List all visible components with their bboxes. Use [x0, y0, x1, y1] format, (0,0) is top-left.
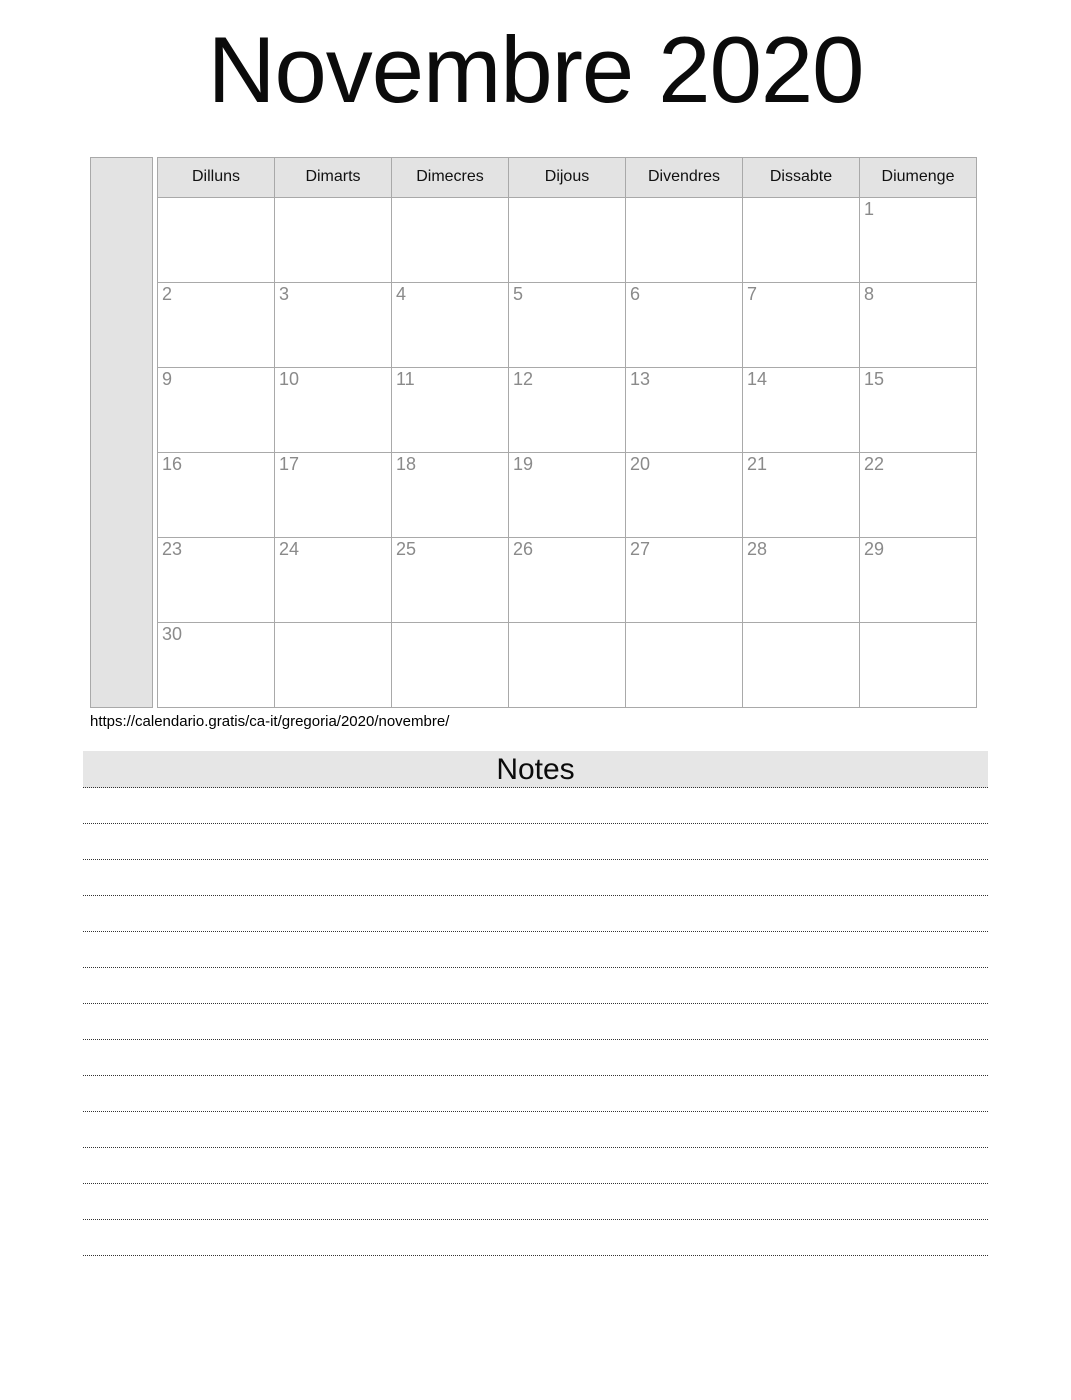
calendar-week-row: [158, 452, 977, 537]
weekday-header-diumenge: Diumenge: [860, 157, 977, 197]
notes-line: [83, 1148, 988, 1184]
day-cell: 24: [275, 537, 392, 622]
day-cell: 5: [509, 282, 626, 367]
day-cell: 8: [860, 282, 977, 367]
week-number-gutter: [90, 157, 153, 708]
day-cell: [158, 197, 275, 282]
day-cell: [860, 622, 977, 707]
day-cell: 29: [860, 537, 977, 622]
calendar-week-row: [158, 537, 977, 622]
notes-line: [83, 932, 988, 968]
day-cell: 19: [509, 452, 626, 537]
day-cell: [626, 197, 743, 282]
weekday-header-dijous: Dijous: [509, 157, 626, 197]
notes-header: [83, 751, 988, 788]
weekday-header-dimarts: Dimarts: [275, 157, 392, 197]
day-cell: 14: [743, 367, 860, 452]
weekday-header-dimecres: Dimecres: [392, 157, 509, 197]
day-cell: 11: [392, 367, 509, 452]
day-cell: 25: [392, 537, 509, 622]
day-cell: [743, 622, 860, 707]
notes-line: [83, 1004, 988, 1040]
day-cell: 3: [275, 282, 392, 367]
day-cell: [743, 197, 860, 282]
notes-line: [83, 824, 988, 860]
day-cell: 13: [626, 367, 743, 452]
weekday-header-divendres: Divendres: [626, 157, 743, 197]
calendar-week-row: [158, 622, 977, 707]
day-cell: 20: [626, 452, 743, 537]
day-cell: [392, 197, 509, 282]
day-cell: 26: [509, 537, 626, 622]
day-cell: 4: [392, 282, 509, 367]
notes-line: [83, 1220, 988, 1256]
day-cell: [626, 622, 743, 707]
day-cell: [509, 197, 626, 282]
notes-line: [83, 1040, 988, 1076]
notes-line: [83, 1112, 988, 1148]
page-title: Novembre 2020: [207, 17, 864, 122]
day-cell: 22: [860, 452, 977, 537]
calendar-week-row: [158, 282, 977, 367]
calendar: [90, 157, 977, 708]
notes-line: [83, 1076, 988, 1112]
source-url: https://calendario.gratis/ca-it/gregoria/2020/novembre/: [90, 712, 450, 730]
weekday-header-dilluns: Dilluns: [158, 157, 275, 197]
day-cell: [275, 622, 392, 707]
day-cell: 16: [158, 452, 275, 537]
notes-line: [83, 1184, 988, 1220]
weekday-header-row: [158, 157, 977, 197]
day-cell: 15: [860, 367, 977, 452]
day-cell: 28: [743, 537, 860, 622]
day-cell: 7: [743, 282, 860, 367]
calendar-week-row: [158, 197, 977, 282]
day-cell: 6: [626, 282, 743, 367]
calendar-week-row: [158, 367, 977, 452]
day-cell: 2: [158, 282, 275, 367]
notes-line: [83, 788, 988, 824]
calendar-table: [157, 157, 977, 708]
day-cell: [275, 197, 392, 282]
day-cell: 23: [158, 537, 275, 622]
weekday-header-dissabte: Dissabte: [743, 157, 860, 197]
day-cell: 12: [509, 367, 626, 452]
day-cell: 21: [743, 452, 860, 537]
day-cell: 17: [275, 452, 392, 537]
day-cell: 18: [392, 452, 509, 537]
notes-line: [83, 968, 988, 1004]
notes-label: Notes: [496, 752, 575, 786]
notes-line: [83, 860, 988, 896]
day-cell: [392, 622, 509, 707]
day-cell: [509, 622, 626, 707]
day-cell: 1: [860, 197, 977, 282]
notes-line: [83, 896, 988, 932]
day-cell: 30: [158, 622, 275, 707]
day-cell: 9: [158, 367, 275, 452]
day-cell: 27: [626, 537, 743, 622]
day-cell: 10: [275, 367, 392, 452]
